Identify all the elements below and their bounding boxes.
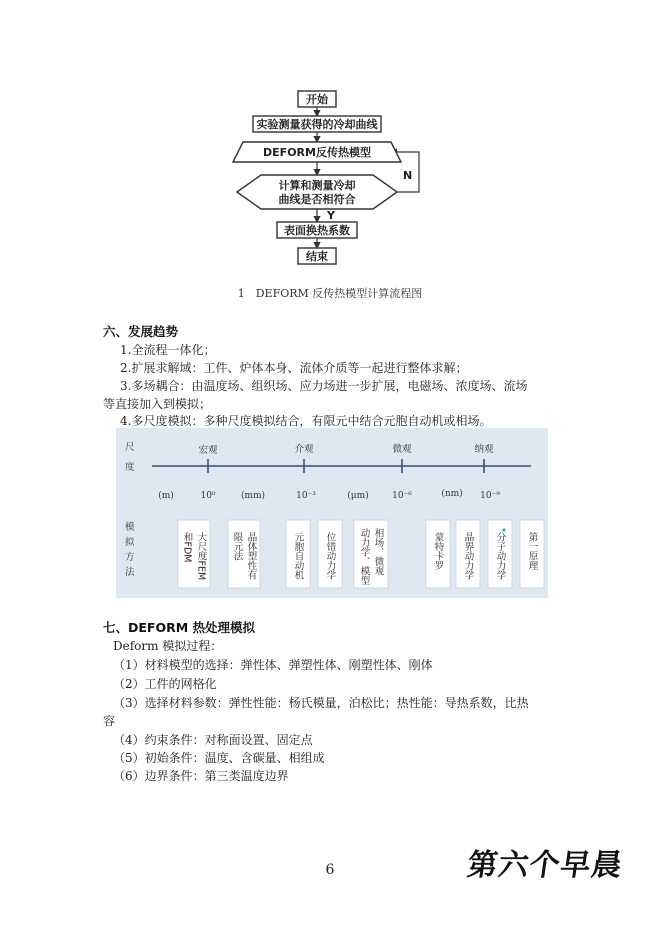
scale-axis-label: 尺 <box>125 442 135 453</box>
method-text: 限元法 <box>231 532 243 561</box>
scale-name: 介观 <box>294 444 314 455</box>
method-text: 晶体塑性有 <box>245 532 257 580</box>
scale-value: 10⁻³ <box>296 491 316 501</box>
section7-item: （5）初始条件：温度、含碳量、相组成 <box>113 751 325 765</box>
scale-value: 10⁻⁹ <box>480 491 500 501</box>
scale-name: 微观 <box>392 444 412 455</box>
section6-line: 2.扩展求解域：工件、炉体本身、流体介质等一起进行整体求解； <box>120 361 468 375</box>
scale-unit: (μm) <box>347 491 369 501</box>
flow-step3-text: 表面换热系数 <box>284 224 350 237</box>
section6-heading: 六、发展趋势 <box>103 324 179 339</box>
section6-line: 等直接加入到模拟； <box>103 397 212 411</box>
section7-item: （3）选择材料参数：弹性性能：杨氏模量，泊松比；热性能：导热系数，比热 <box>113 696 529 710</box>
flow-decision-line2: 曲线是否相符合 <box>278 193 356 206</box>
section7-heading: 七、DEFORM 热处理模拟 <box>103 620 255 635</box>
flow-end-text: 结束 <box>306 250 328 263</box>
scale-axis-label: 度 <box>125 462 135 473</box>
method-text: 分子动力学 <box>494 532 506 580</box>
method-axis-label: 模 <box>125 522 135 533</box>
flow-step2-text: DEFORM反传热模型 <box>263 146 371 159</box>
method-text: 元胞自动机 <box>292 532 304 580</box>
flow-start-text: 开始 <box>306 93 328 106</box>
figure-caption: 1 DEFORM 反传热模型计算流程图 <box>237 287 423 300</box>
scale-unit: (nm) <box>441 489 463 499</box>
flow-decision-line1: 计算和测量冷却 <box>278 179 356 192</box>
method-text: 晶界动力学 <box>462 532 474 580</box>
method-text: 和FDM <box>181 532 193 563</box>
method-axis-label: 拟 <box>125 537 135 548</box>
section7-item: （6）边界条件：第三类温度边界 <box>113 769 289 783</box>
method-text: 蒙特卡罗 <box>432 532 444 570</box>
method-axis-label: 方 <box>125 552 135 563</box>
scale-value: 10⁻⁶ <box>392 491 412 501</box>
section7-item: （4）约束条件：对称面设置、固定点 <box>113 733 313 747</box>
method-text: 位错动力学 <box>324 532 336 580</box>
page-number: 6 <box>325 862 335 878</box>
section6-line: 4.多尺度模拟：多种尺度模拟结合，有限元中结合元胞自动机或相场。 <box>120 414 492 428</box>
method-text: 第一原理 <box>526 532 538 570</box>
section7-item: （1）材料模型的选择：弹性体、弹塑性体、刚塑性体、刚体 <box>113 658 433 672</box>
section6-line: 3.多场耦合：由温度场、组织场、应力场进一步扩展，电磁场、浓度场、流场 <box>120 379 528 393</box>
flow-yes-label: Y <box>327 209 335 222</box>
section7-item: 容 <box>103 714 116 728</box>
scale-name: 纳观 <box>474 444 494 455</box>
method-text: 相场、微观 <box>372 528 384 576</box>
scale-unit: (m) <box>158 491 174 501</box>
scale-value: 10⁰ <box>200 491 216 501</box>
handwritten-signature: 第六个早晨 <box>465 848 625 883</box>
multiscale-figure <box>116 428 548 598</box>
scale-name: 宏观 <box>198 445 218 456</box>
flow-no-label: N <box>403 169 413 182</box>
flowchart <box>225 85 435 275</box>
method-text: 大尺度FEM <box>195 532 207 581</box>
method-text: 动力学、模型 <box>358 528 370 585</box>
section7-intro: Deform 模拟过程： <box>113 639 223 653</box>
flow-step1-text: 实验测量获得的冷却曲线 <box>256 118 378 131</box>
blue-dot <box>502 528 505 531</box>
method-axis-label: 法 <box>125 567 135 578</box>
scale-unit: (mm) <box>240 491 266 501</box>
section7-item: （2）工件的网格化 <box>113 677 217 691</box>
section6-line: 1.全流程一体化； <box>120 343 216 357</box>
